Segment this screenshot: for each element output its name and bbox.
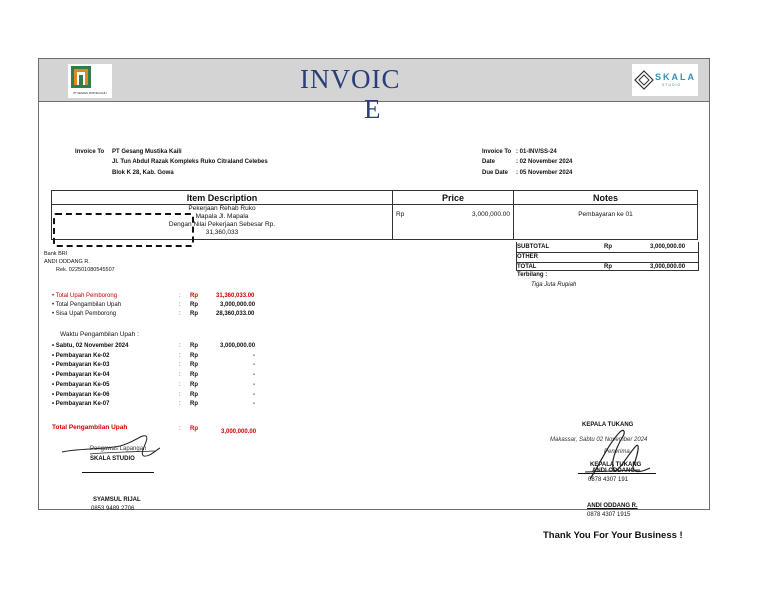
right-sign-title: KEPALA TUKANG	[582, 422, 634, 428]
list-item-colon: :	[179, 401, 181, 408]
list-item-colon: :	[179, 362, 181, 369]
skala-logo	[632, 64, 698, 96]
grand-total-colon: :	[179, 426, 181, 432]
left-sign-company: SKALA STUDIO	[90, 456, 135, 462]
summary-border	[516, 242, 517, 271]
right-stamp-name: ANDI ODDANG	[592, 468, 635, 474]
grand-total-value: 3,000,000.00	[221, 429, 257, 435]
list-item-currency: Rp	[190, 343, 198, 349]
bill-to-address1: Jl. Tun Abdul Razak Kompleks Ruko Citraland Celebes	[112, 159, 268, 165]
left-sign-role: Pengawas Lapangan	[90, 446, 147, 452]
right-sign-phone: 0878 4307 1915	[587, 512, 631, 518]
left-sign-phone: 0853 9489 2706	[91, 506, 135, 512]
list-item-value: -	[253, 391, 255, 398]
price-cell	[393, 205, 514, 240]
other-label: OTHER	[517, 254, 538, 260]
list-item-value: -	[253, 401, 255, 408]
bill-to-name: PT Gesang Mustika Kaili	[112, 149, 182, 155]
list-item-value: -	[253, 352, 255, 359]
list-item-value: 28,360,033.00	[216, 311, 255, 317]
list-item-colon: :	[179, 372, 181, 379]
header-item-description: Item Description	[52, 191, 393, 205]
list-item-currency: Rp	[190, 362, 198, 369]
right-sign-name: ANDI ODDANG R.	[587, 503, 638, 509]
list-item-colon: :	[179, 343, 181, 349]
total-label: TOTAL	[517, 264, 537, 270]
list-item-value: -	[253, 362, 255, 369]
list-item-value: -	[253, 381, 255, 388]
header-notes: Notes	[514, 191, 698, 205]
item-desc-line: Mapala Jl. Mapala	[195, 213, 249, 220]
subtotal-label: SUBTOTAL	[517, 244, 550, 250]
terbilang-value: Tiga Juta Rupiah	[531, 282, 577, 288]
meta-due-value: : 05 November 2024	[516, 170, 573, 176]
left-sign-line	[82, 472, 154, 473]
right-sign-line	[578, 473, 656, 474]
list-item-currency: Rp	[190, 391, 198, 398]
invoice-title	[300, 64, 450, 124]
list-item-value: 3,000,000.00	[220, 343, 256, 349]
skala-logo-sub: STUDIO	[662, 83, 682, 87]
list-item: • Pembayaran Ke-07	[52, 401, 110, 408]
list-item-currency: Rp	[190, 293, 198, 299]
schedule-title: Waktu Pengambilan Upah :	[60, 331, 139, 338]
list-item-colon: :	[179, 381, 181, 388]
right-sign-place-date: Makassar, Sabtu 02 November 2024	[550, 437, 648, 443]
meta-due-label: Due Date	[482, 170, 509, 176]
meta-date-label: Date	[482, 159, 496, 165]
list-item-currency: Rp	[190, 352, 198, 359]
right-stamp-role: KEPALA TUKANG	[590, 462, 642, 468]
company-logo-caption: PT GESANG MUSTIKA KAILI	[73, 92, 107, 95]
item-desc-line: Dengan Nilai Pekerjaan Sebesar Rp.	[168, 221, 276, 228]
list-item: • Pembayaran Ke-05	[52, 381, 110, 388]
list-item-currency: Rp	[190, 381, 198, 388]
thank-you-text: Thank You For Your Business !	[543, 530, 683, 541]
meta-invoice-value: : 01-INV/SS-24	[516, 149, 557, 155]
company-logo	[68, 64, 112, 98]
summary-divider	[516, 270, 698, 271]
list-item: • Pembayaran Ke-06	[52, 391, 110, 398]
meta-date-value: : 02 November 2024	[516, 159, 573, 165]
list-item-currency: Rp	[190, 401, 198, 408]
list-item-colon: :	[179, 293, 181, 299]
list-item: • Sabtu, 02 November 2024	[52, 343, 129, 349]
total-value: 3,000,000.00	[650, 264, 686, 270]
bank-account: Rek. 022501080545507	[56, 267, 115, 273]
list-item: • Total Pengambilan Upah	[52, 302, 122, 308]
total-currency: Rp	[604, 264, 612, 270]
bill-to-label: Invoice To	[75, 149, 105, 155]
list-item: • Pembayaran Ke-03	[52, 362, 110, 369]
item-desc-line: 31,360,033	[205, 229, 239, 236]
bank-block	[44, 250, 115, 274]
list-item-colon: :	[179, 352, 181, 359]
list-item-colon: :	[179, 302, 181, 308]
bank-holder: ANDI ODDANG R.	[44, 259, 90, 265]
skala-logo-text: SKALA	[655, 72, 696, 82]
right-stamp-phone: 0878 4307 191	[588, 477, 629, 483]
price-currency: Rp	[396, 211, 405, 218]
left-sign-name: SYAMSUL RIJAL	[93, 497, 141, 503]
notes-cell: Pembayaran ke 01	[514, 205, 698, 240]
invoice-title-line2: E	[364, 94, 382, 124]
selection-marquee	[53, 213, 194, 247]
list-item-colon: :	[179, 311, 181, 317]
price-value: 3,000,000.00	[472, 211, 510, 218]
list-item-colon: :	[179, 391, 181, 398]
meta-invoice-label: Invoice To	[482, 149, 512, 155]
right-signature-icon	[580, 424, 660, 484]
list-item: • Sisa Upah Pemborong	[52, 311, 117, 317]
grand-total-currency: Rp	[190, 426, 198, 432]
bank-name: Bank BRI	[44, 251, 68, 257]
list-item-value: 31,360,033.00	[216, 293, 255, 299]
list-item: • Pembayaran Ke-04	[52, 372, 110, 379]
subtotal-value: 3,000,000.00	[650, 244, 686, 250]
summary-divider	[516, 262, 698, 263]
summary-divider	[516, 252, 698, 253]
list-item-value: -	[253, 372, 255, 379]
summary-border	[698, 242, 699, 271]
skala-diamond-icon	[634, 70, 654, 90]
list-item: • Pembayaran Ke-02	[52, 352, 110, 359]
right-sign-role: Penerima	[604, 449, 630, 455]
list-item-currency: Rp	[190, 311, 198, 317]
terbilang-label: Terbilang :	[517, 272, 548, 278]
list-item-currency: Rp	[190, 372, 198, 379]
items-header-row	[52, 191, 698, 205]
bill-to-address2: Blok K 28, Kab. Gowa	[112, 170, 174, 176]
list-item: • Total Upah Pemborong	[52, 293, 118, 299]
invoice-title-line1: INVOIC	[300, 64, 401, 94]
list-item-currency: Rp	[190, 302, 198, 308]
grand-total-label: Total Pengambilan Upah	[52, 424, 128, 431]
subtotal-currency: Rp	[604, 244, 612, 250]
list-item-value: 3,000,000.00	[220, 302, 256, 308]
header-price: Price	[393, 191, 514, 205]
item-desc-line: Pekerjaan Rehab Ruko	[188, 205, 256, 212]
